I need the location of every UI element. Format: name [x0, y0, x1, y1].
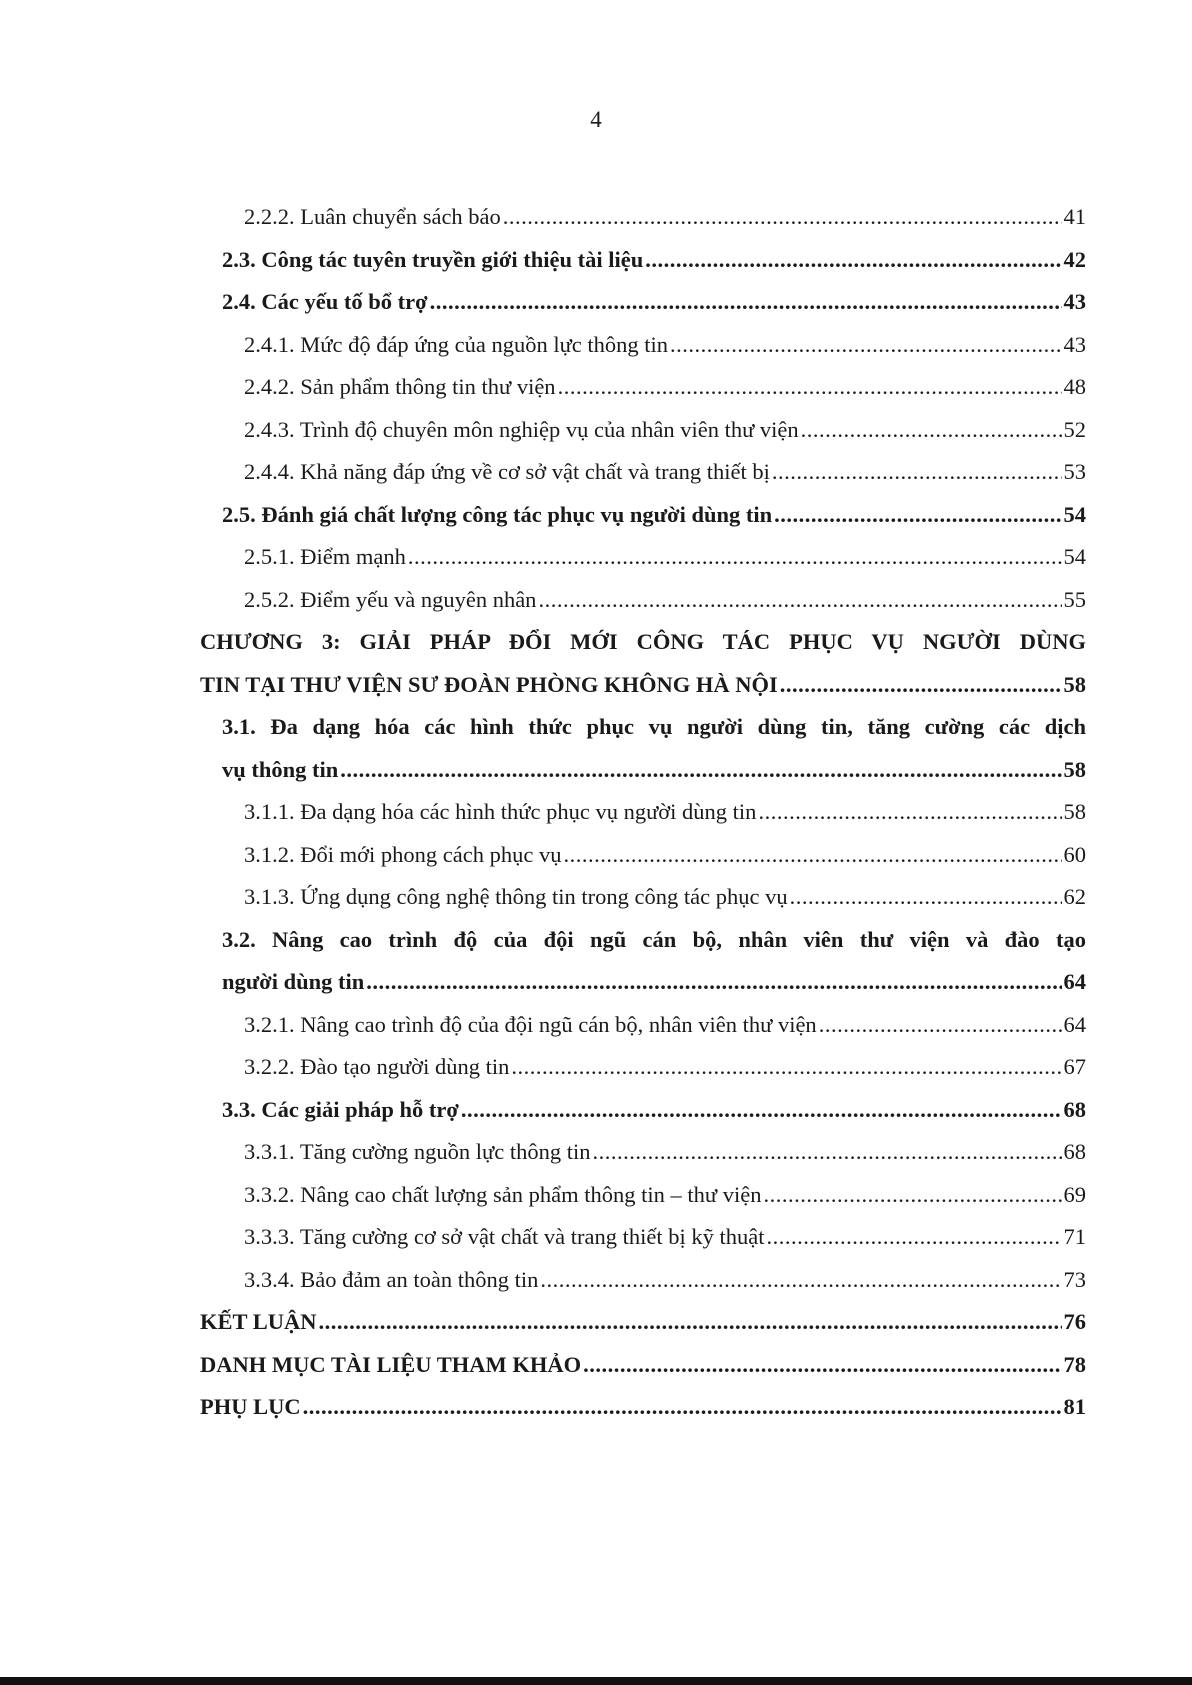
- toc-entry-page-number: 48: [1063, 374, 1086, 399]
- toc-dot-leader: [763, 1174, 1061, 1217]
- toc-entry-page-number: 81: [1063, 1394, 1086, 1419]
- toc-entry-title: KẾT LUẬN: [200, 1309, 317, 1334]
- toc-entry-title: 3.3. Các giải pháp hỗ trợ: [222, 1096, 459, 1122]
- toc-entry-page-number: 52: [1063, 416, 1086, 442]
- toc-entry-page-number: 55: [1063, 586, 1086, 612]
- toc-entry-title: 2.4.3. Trình độ chuyên môn nghiệp vụ của nhân viên thư viện: [244, 416, 799, 442]
- toc-entry-page-number: 43: [1063, 289, 1086, 314]
- toc-entry-page-number: 67: [1063, 1054, 1086, 1079]
- toc-dot-leader: [366, 961, 1061, 1004]
- toc-dot-leader: [303, 1386, 1062, 1429]
- toc-entry-page-number: 41: [1063, 204, 1086, 229]
- toc-dot-leader: [592, 1131, 1061, 1174]
- toc-entry-page-number: 58: [1063, 756, 1086, 782]
- page-number: 4: [590, 107, 602, 132]
- toc-dot-leader: [408, 536, 1062, 579]
- toc-entry-title: 2.5. Đánh giá chất lượng công tác phục vụ người dùng tin: [222, 501, 773, 527]
- toc-dot-leader: [563, 834, 1061, 877]
- toc-entry[interactable]: [200, 961, 1086, 1004]
- toc-entry-title: 3.1.3. Ứng dụng công nghệ thông tin trong công tác phục vụ: [244, 884, 788, 909]
- toc-entry-title: 2.3. Công tác tuyên truyền giới thiệu tài liệu: [222, 246, 644, 272]
- toc-entry-title: 2.2.2. Luân chuyển sách báo: [244, 204, 501, 229]
- toc-entry[interactable]: [200, 451, 1086, 494]
- toc-dot-leader: [583, 1344, 1061, 1387]
- toc-entry[interactable]: [200, 834, 1086, 877]
- toc-entry-title: 2.4.2. Sản phẩm thông tin thư viện: [244, 374, 556, 399]
- toc-entry-title: 3.3.2. Nâng cao chất lượng sản phẩm thông tin – thư viện: [244, 1181, 762, 1207]
- toc-entry-page-number: 78: [1063, 1351, 1086, 1377]
- toc-entry-page-number: 68: [1063, 1139, 1086, 1164]
- toc-entry-page-number: 54: [1063, 544, 1086, 569]
- toc-entry-page-number: 58: [1063, 671, 1086, 697]
- toc-entry[interactable]: [200, 536, 1086, 579]
- toc-entry[interactable]: [200, 1046, 1086, 1089]
- toc-entry-heading-line[interactable]: 3.2. Nâng cao trình độ của đội ngũ cán bộ, nhân viên thư viện và đào tạo: [222, 926, 1086, 952]
- toc-dot-leader: [340, 749, 1061, 792]
- toc-entry-title: 3.1.1. Đa dạng hóa các hình thức phục vụ người dùng tin: [244, 799, 757, 824]
- toc-dot-leader: [772, 451, 1062, 494]
- toc-entry[interactable]: [200, 1089, 1086, 1132]
- toc-dot-leader: [461, 1089, 1062, 1132]
- toc-entry[interactable]: [200, 1386, 1086, 1429]
- toc-entry[interactable]: [200, 579, 1086, 622]
- toc-entry-title: 3.3.3. Tăng cường cơ sở vật chất và trang thiết bị kỹ thuật: [244, 1224, 765, 1249]
- toc-dot-leader: [558, 366, 1062, 409]
- toc-entry[interactable]: [200, 196, 1086, 239]
- toc-dot-leader: [790, 876, 1062, 919]
- toc-entry-title: 2.5.1. Điểm mạnh: [244, 544, 406, 569]
- toc-dot-leader: [319, 1301, 1062, 1344]
- toc-entry-page-number: 43: [1063, 331, 1086, 357]
- toc-dot-leader: [801, 409, 1062, 452]
- toc-dot-leader: [540, 1259, 1061, 1302]
- toc-dot-leader: [430, 281, 1062, 324]
- toc-entry-page-number: 64: [1063, 969, 1086, 994]
- toc-entry[interactable]: [200, 409, 1086, 452]
- toc-entry-title: vụ thông tin: [222, 756, 339, 782]
- toc-entry-page-number: 58: [1063, 799, 1086, 824]
- toc-entry-title: 2.4.4. Khả năng đáp ứng về cơ sở vật chất và trang thiết bị: [244, 459, 770, 484]
- toc-entry[interactable]: [200, 876, 1086, 919]
- toc-entry[interactable]: [200, 1004, 1086, 1047]
- toc-entry[interactable]: [200, 324, 1086, 367]
- toc-entry-heading-line[interactable]: CHƯƠNG 3: GIẢI PHÁP ĐỔI MỚI CÔNG TÁC PHỤC VỤ NGƯỜI DÙNG: [200, 629, 1086, 654]
- toc-entry-title: người dùng tin: [222, 969, 365, 994]
- toc-entry-page-number: 62: [1063, 884, 1086, 909]
- toc-entry[interactable]: [200, 791, 1086, 834]
- toc-entry-page-number: 69: [1063, 1181, 1086, 1207]
- toc-entry-heading-line[interactable]: 3.1. Đa dạng hóa các hình thức phục vụ người dùng tin, tăng cường các dịch: [222, 714, 1086, 739]
- toc-entry[interactable]: [200, 494, 1086, 537]
- toc-entry[interactable]: [200, 664, 1086, 707]
- toc-entry-title: 3.3.4. Bảo đảm an toàn thông tin: [244, 1266, 539, 1292]
- toc-entry-title: 2.4.1. Mức độ đáp ứng của nguồn lực thông tin: [244, 331, 669, 357]
- toc-entry-page-number: 73: [1063, 1266, 1086, 1292]
- toc-entry-title: 3.1.2. Đổi mới phong cách phục vụ: [244, 841, 562, 867]
- toc-entry-title: 3.2.1. Nâng cao trình độ của đội ngũ cán bộ, nhân viên thư viện: [244, 1011, 817, 1037]
- toc-entry[interactable]: [200, 1259, 1086, 1302]
- toc-dot-leader: [538, 579, 1061, 622]
- toc-entry[interactable]: [200, 239, 1086, 282]
- toc-dot-leader: [670, 324, 1061, 367]
- toc-entry-title: 2.4. Các yếu tố bổ trợ: [222, 289, 428, 314]
- toc-entry-title: 3.3.1. Tăng cường nguồn lực thông tin: [244, 1139, 591, 1164]
- toc-entry-page-number: 68: [1063, 1096, 1086, 1122]
- toc-entry[interactable]: [200, 1216, 1086, 1259]
- toc-entry[interactable]: [200, 366, 1086, 409]
- toc-entry[interactable]: [200, 749, 1086, 792]
- toc-entry-title: TIN TẠI THƯ VIỆN SƯ ĐOÀN PHÒNG KHÔNG HÀ NỘI: [200, 671, 778, 697]
- toc-entry-page-number: 64: [1063, 1011, 1086, 1037]
- toc-dot-leader: [645, 239, 1061, 282]
- toc-entry[interactable]: [200, 1344, 1086, 1387]
- toc-entry-page-number: 60: [1063, 841, 1086, 867]
- toc-entry-title: DANH MỤC TÀI LIỆU THAM KHẢO: [200, 1351, 582, 1377]
- toc-dot-leader: [758, 791, 1061, 834]
- toc-entry-title: 2.5.2. Điểm yếu và nguyên nhân: [244, 586, 537, 612]
- toc-entry[interactable]: [200, 1131, 1086, 1174]
- table-of-contents: [200, 196, 1086, 1429]
- toc-entry[interactable]: [200, 1174, 1086, 1217]
- toc-entry-title: 3.2.2. Đào tạo người dùng tin: [244, 1054, 510, 1079]
- toc-dot-leader: [780, 664, 1062, 707]
- toc-dot-leader: [511, 1046, 1061, 1089]
- toc-entry-title: PHỤ LỤC: [200, 1394, 301, 1419]
- toc-entry-page-number: 76: [1063, 1309, 1086, 1334]
- toc-dot-leader: [819, 1004, 1062, 1047]
- toc-dot-leader: [766, 1216, 1061, 1259]
- toc-entry[interactable]: [200, 281, 1086, 324]
- toc-entry-page-number: 42: [1063, 246, 1086, 272]
- toc-entry[interactable]: [200, 1301, 1086, 1344]
- toc-entry-page-number: 54: [1063, 501, 1086, 527]
- toc-entry-page-number: 71: [1063, 1224, 1086, 1249]
- toc-dot-leader: [503, 196, 1062, 239]
- toc-entry-page-number: 53: [1063, 459, 1086, 484]
- page-bottom-edge: [0, 1677, 1192, 1685]
- toc-dot-leader: [774, 494, 1061, 537]
